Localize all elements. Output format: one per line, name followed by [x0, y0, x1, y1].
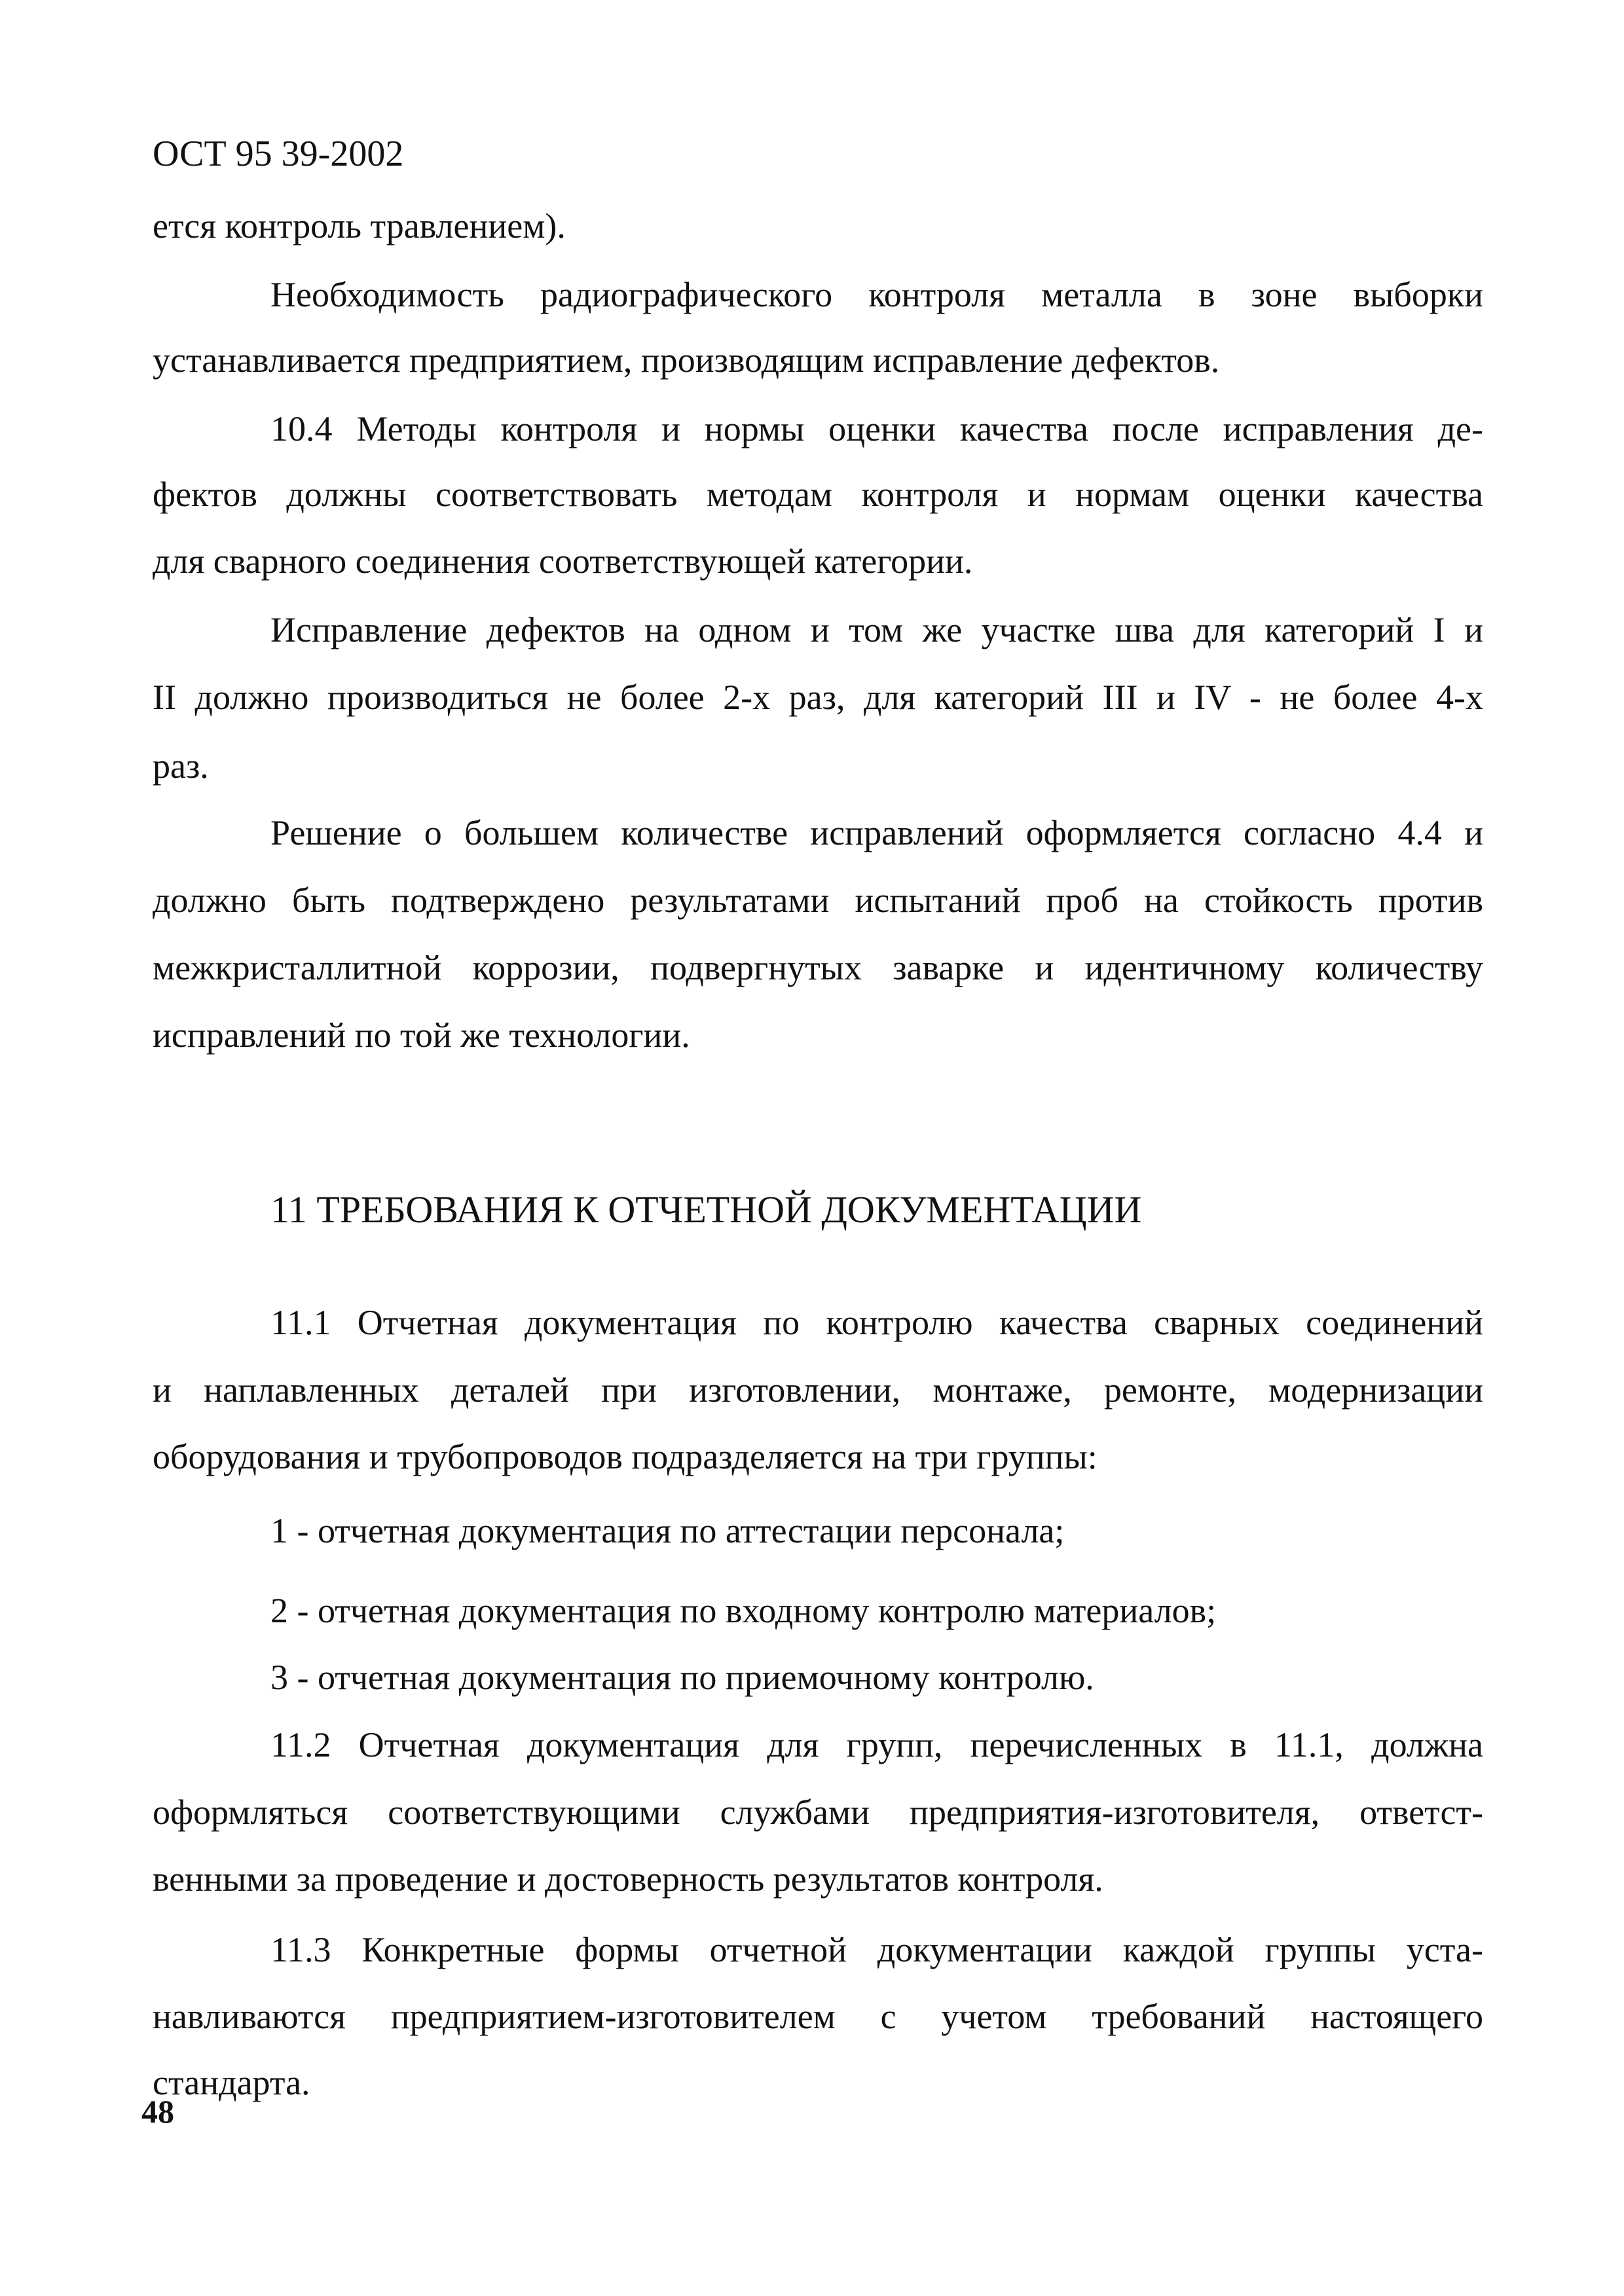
text-line: для сварного соединения соответствующей категории.	[153, 541, 973, 581]
list-item: 3 - отчетная документация по приемочному контролю.	[270, 1658, 1094, 1697]
text-line: фектов должны соответствовать методам контроля и нормам оценки качества	[153, 475, 1483, 514]
document-code: ОСТ 95 39-2002	[153, 134, 404, 174]
text-line: венными за проведение и достоверность результатов контроля.	[153, 1859, 1103, 1899]
text-line: оборудования и трубопроводов подразделяется на три группы:	[153, 1437, 1098, 1476]
text-line: 11.2 Отчетная документация для групп, перечисленных в 11.1, должна	[270, 1725, 1483, 1764]
section-heading: 11 ТРЕБОВАНИЯ К ОТЧЕТНОЙ ДОКУМЕНТАЦИИ	[270, 1188, 1142, 1231]
text-line: 11.3 Конкретные формы отчетной документации каждой группы уста-	[270, 1930, 1483, 1969]
page-number: 48	[141, 2093, 174, 2130]
text-line: оформляться соответствующими службами предприятия-изготовителя, ответст-	[153, 1793, 1483, 1832]
text-line: должно быть подтверждено результатами испытаний проб на стойкость против	[153, 881, 1483, 920]
list-item: 2 - отчетная документация по входному контролю материалов;	[270, 1591, 1217, 1630]
text-line: Исправление дефектов на одном и том же участке шва для категорий I и	[270, 610, 1483, 649]
text-line: межкристаллитной коррозии, подвергнутых заварке и идентичному количеству	[153, 948, 1483, 987]
text-line: ется контроль травлением).	[153, 206, 566, 246]
list-item: 1 - отчетная документация по аттестации персонала;	[270, 1511, 1065, 1550]
text-line: и наплавленных деталей при изготовлении, монтаже, ремонте, модернизации	[153, 1370, 1483, 1410]
text-line: 10.4 Методы контроля и нормы оценки качества после исправления де-	[270, 409, 1483, 448]
text-line: 11.1 Отчетная документация по контролю качества сварных соединений	[270, 1303, 1483, 1342]
text-line: Решение о большем количестве исправлений оформляется согласно 4.4 и	[270, 813, 1483, 852]
text-line: II должно производиться не более 2-х раз, для категорий III и IV - не более 4-х	[153, 678, 1483, 717]
text-line: навливаются предприятием-изготовителем с учетом требований настоящего	[153, 1997, 1483, 2036]
text-line: устанавливается предприятием, производящим исправление дефектов.	[153, 340, 1220, 380]
text-line: стандарта.	[153, 2063, 310, 2102]
text-line: исправлений по той же технологии.	[153, 1015, 690, 1055]
text-line: раз.	[153, 746, 209, 786]
text-line: Необходимость радиографического контроля металла в зоне выборки	[270, 275, 1483, 314]
